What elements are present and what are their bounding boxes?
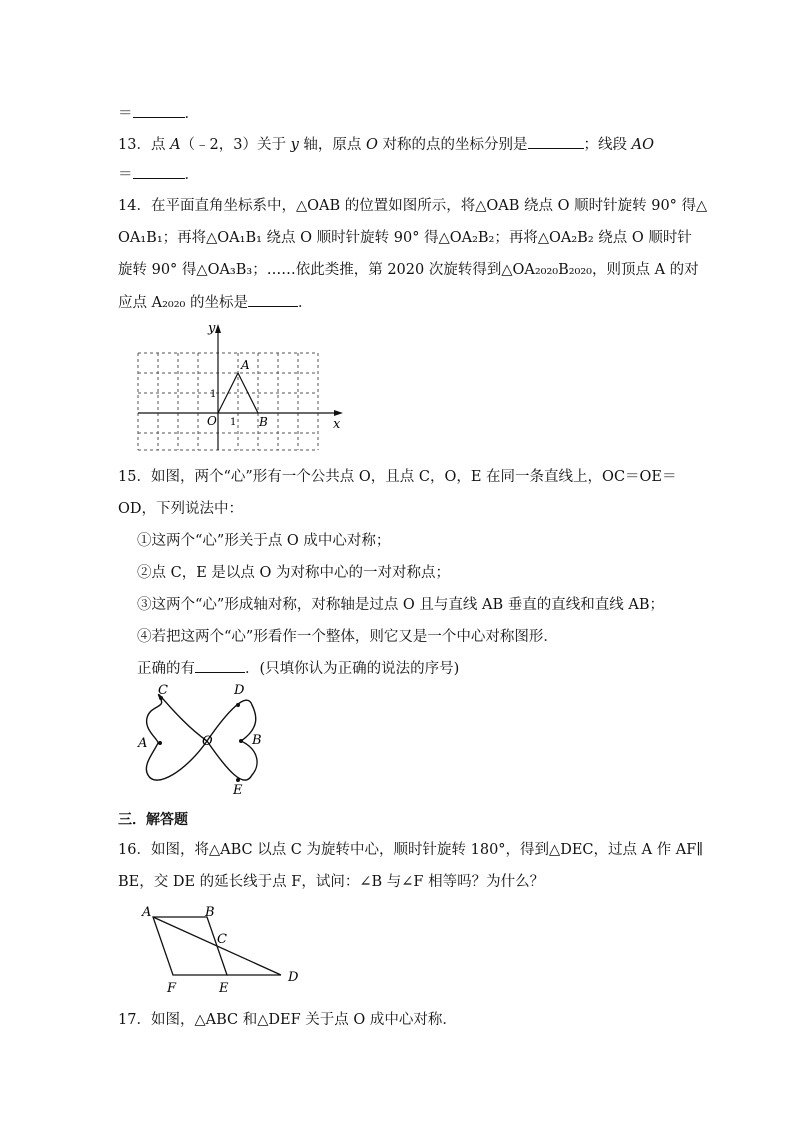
q12-answer-line: ＝ ． (118, 103, 199, 124)
q13-blank-1[interactable] (528, 134, 584, 149)
q15-answer-line (137, 658, 459, 679)
q15-blank[interactable] (195, 658, 245, 673)
q15-label-e: E (233, 783, 243, 798)
q14-tick-y: 1 (210, 389, 217, 400)
q14-text: 旋转 90° 得△OA₃B₃；……依此类推，第 2020 次旋转得到△OA₂₀₂₀B₂₀₂₀，则顶点 A 的对 (118, 262, 699, 278)
q15-label-d: D (234, 683, 245, 698)
q14-text: 应点 A₂₀₂₀ 的坐标是 (118, 295, 248, 311)
q13-text: ；线段 (583, 137, 628, 153)
q14-line2 (118, 228, 692, 248)
q14-text: OA₁B₁；再将△OA₁B₁ 绕点 O 顺时针旋转 90° 得△OA₂B₂；再将△OA₂B₂ 绕点 O 顺时针 (118, 230, 692, 246)
q15-point-e (236, 778, 240, 782)
q13-point-o: O (366, 137, 378, 153)
q15-label-c: C (158, 683, 168, 698)
q13-point-a: A (170, 137, 181, 153)
q16-label-f: F (167, 981, 177, 996)
q13-number: 13． (118, 137, 151, 153)
q16-label-b: B (205, 905, 215, 920)
q15-text: 正确的有 (137, 661, 195, 677)
q14-x-arrow (334, 410, 343, 416)
q14-label-a: A (241, 358, 250, 372)
q16-line1 (118, 840, 703, 860)
q15-label-o: O (202, 734, 213, 749)
q15-label-b: B (252, 733, 262, 748)
q14-grid (138, 353, 318, 450)
q15-point-b (239, 739, 243, 743)
q13-blank-2[interactable] (133, 164, 185, 179)
q15-text: 如图，两个“心”形有一个公共点 O，且点 C，O，E 在同一条直线上，OC＝OE＝ (150, 469, 677, 485)
q16-label-e: E (219, 981, 229, 996)
q15-text: OD，下列说法中： (118, 501, 244, 517)
q15-label-a: A (138, 736, 148, 751)
q14-blank[interactable] (248, 292, 298, 307)
q15-left-heart (146, 695, 207, 781)
q15-statement-2: ②点 C，E 是以点 O 为对称中心的一对对称点； (137, 565, 451, 581)
q16-text: 如图，将△ABC 以点 C 为旋转中心，顺时针旋转 180°，得到△DEC，过点 A 作 AF∥ (150, 842, 704, 858)
q15-text: ．(只填你认为正确的说法的序号) (245, 661, 460, 677)
q14-label-b: B (259, 415, 268, 429)
q13-text: 点 (150, 137, 166, 153)
q13-text: 对称的点的坐标分别是 (382, 137, 528, 153)
q16-parallelogram-figure (135, 900, 315, 1000)
q14-tick-x: 1 (230, 417, 237, 428)
q14-label-y: y (208, 321, 216, 336)
q15-point-d (236, 703, 240, 707)
q15-statement-1: ①这两个“心”形关于点 O 成中心对称； (137, 533, 391, 549)
q14-line3 (118, 260, 699, 280)
q15-point-a (158, 741, 162, 745)
q12-eq: ＝ (118, 106, 133, 122)
q13-line1 (118, 134, 654, 155)
q16-text: BE，交 DE 的延长线于点 F，试问：∠B 与∠F 相等吗？为什么？ (118, 874, 545, 890)
q13-text: 轴，原点 (303, 137, 362, 153)
q13-segment: AO (631, 137, 654, 153)
q17-text: 如图，△ABC 和△DEF 关于点 O 成中心对称． (150, 1012, 457, 1028)
q15-right-heart (207, 700, 257, 780)
q15-statement-3: ③这两个“心”形成轴对称，对称轴是过点 O 且与直线 AB 垂直的直线和直线 AB； (137, 597, 665, 613)
q16-number: 16． (118, 842, 151, 858)
q14-label-x: x (333, 417, 341, 432)
q16-line2 (118, 872, 544, 892)
q16-label-a: A (142, 905, 152, 920)
q14-line4: 应点 A₂₀₂₀ 的坐标是 ． (118, 292, 312, 313)
q15-number: 15． (118, 469, 151, 485)
q13-text: 关于 (257, 137, 286, 153)
q15-statement-4: ④若把这两个“心”形看作一个整体，则它又是一个中心对称图形． (137, 629, 558, 645)
q13-eq: ＝ (118, 167, 133, 183)
q13-line2: ＝ ． (118, 164, 199, 185)
q15-line2 (118, 499, 243, 519)
q16-label-c: C (217, 932, 227, 947)
q17-line1 (118, 1010, 457, 1030)
q14-coordinate-figure (130, 320, 350, 455)
q17-number: 17． (118, 1012, 151, 1028)
q14-label-o: O (207, 414, 217, 428)
q13-y: y (290, 137, 299, 153)
q13-coords: （﹣2，3） (180, 137, 257, 153)
q14-line1 (118, 196, 707, 216)
q14-y-arrow (215, 324, 221, 333)
q14-number: 14． (118, 198, 151, 214)
q15-hearts-figure (132, 680, 272, 800)
q12-blank[interactable] (133, 103, 185, 118)
section-3-heading: 三．解答题 (118, 812, 188, 828)
q15-line1 (118, 467, 677, 487)
q16-label-d: D (288, 970, 299, 985)
q14-text: 在平面直角坐标系中，△OAB 的位置如图所示，将△OAB 绕点 O 顺时针旋转 90° 得△ (150, 198, 708, 214)
